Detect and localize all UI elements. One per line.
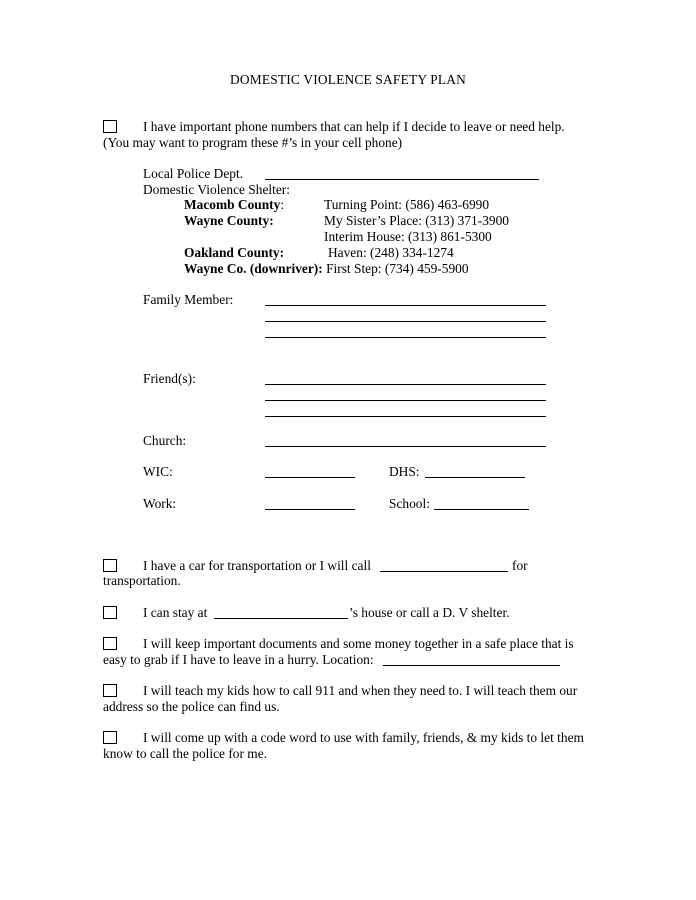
police-field[interactable] (265, 179, 539, 180)
item3-line1-b: ’s house or call a D. V shelter. (349, 605, 510, 620)
checkbox-teach-kids[interactable] (103, 684, 117, 697)
macomb-value: Turning Point: (586) 463-6990 (324, 197, 490, 212)
wayne-value-1: My Sister’s Place: (313) 371-3900 (324, 213, 509, 228)
wayne-value-2: Interim House: (313) 861-5300 (324, 229, 492, 244)
item5-line2: address so the police can find us. (103, 699, 280, 714)
checkbox-documents[interactable] (103, 637, 117, 650)
downriver-value: First Step: (734) 459-5900 (326, 261, 469, 276)
item6-line1: I will come up with a code word to use with family, friends, & my kids to let them (143, 730, 584, 745)
item1-line1: I have important phone numbers that can help if I decide to leave or need help. (143, 119, 565, 134)
oakland-label: Oakland County: (184, 245, 285, 260)
shelter-label: Domestic Violence Shelter: (143, 182, 290, 197)
item2-line1-b: for (512, 558, 528, 573)
checkbox-phone-numbers[interactable] (103, 120, 117, 133)
downriver-row (184, 261, 469, 277)
wayne-label: Wayne County: (184, 213, 274, 228)
item3-line1-a: I can stay at (143, 605, 208, 620)
school-field[interactable] (434, 509, 529, 510)
transportation-field[interactable] (380, 571, 508, 572)
checkbox-stay[interactable] (103, 606, 117, 619)
friends-field-1[interactable] (265, 384, 546, 385)
family-label: Family Member: (143, 292, 234, 307)
downriver-label: Wayne Co. (downriver): (184, 261, 323, 276)
item2-line2: transportation. (103, 573, 181, 588)
family-field-3[interactable] (265, 337, 546, 338)
friends-field-3[interactable] (265, 416, 546, 417)
work-label: Work: (143, 496, 177, 511)
item4-line2: easy to grab if I have to leave in a hurry. Location: (103, 652, 374, 667)
dhs-label: DHS: (389, 464, 420, 479)
item1-line2: (You may want to program these #’s in your cell phone) (103, 135, 403, 150)
location-field[interactable] (383, 665, 560, 666)
macomb-label: Macomb County: (184, 197, 285, 212)
wic-label: WIC: (143, 464, 173, 479)
church-label: Church: (143, 433, 187, 448)
item2-line1-a: I have a car for transportation or I will call (143, 558, 371, 573)
church-field[interactable] (265, 446, 546, 447)
checkbox-code-word[interactable] (103, 731, 117, 744)
page-title: DOMESTIC VIOLENCE SAFETY PLAN (229, 72, 467, 87)
friends-label: Friend(s): (143, 371, 196, 386)
dhs-field[interactable] (425, 477, 525, 478)
family-field-1[interactable] (265, 305, 546, 306)
school-label: School: (389, 496, 430, 511)
item4-line1: I will keep important documents and some money together in a safe place that is (143, 636, 574, 651)
police-label: Local Police Dept. (143, 166, 244, 181)
item6-line2: know to call the police for me. (103, 746, 267, 761)
stay-name-field[interactable] (214, 618, 348, 619)
checkbox-transportation[interactable] (103, 559, 117, 572)
family-field-2[interactable] (265, 321, 546, 322)
oakland-value: Haven: (248) 334-1274 (328, 245, 454, 260)
work-field[interactable] (265, 509, 355, 510)
wic-field[interactable] (265, 477, 355, 478)
friends-field-2[interactable] (265, 400, 546, 401)
item5-line1: I will teach my kids how to call 911 and when they need to. I will teach them our (143, 683, 578, 698)
